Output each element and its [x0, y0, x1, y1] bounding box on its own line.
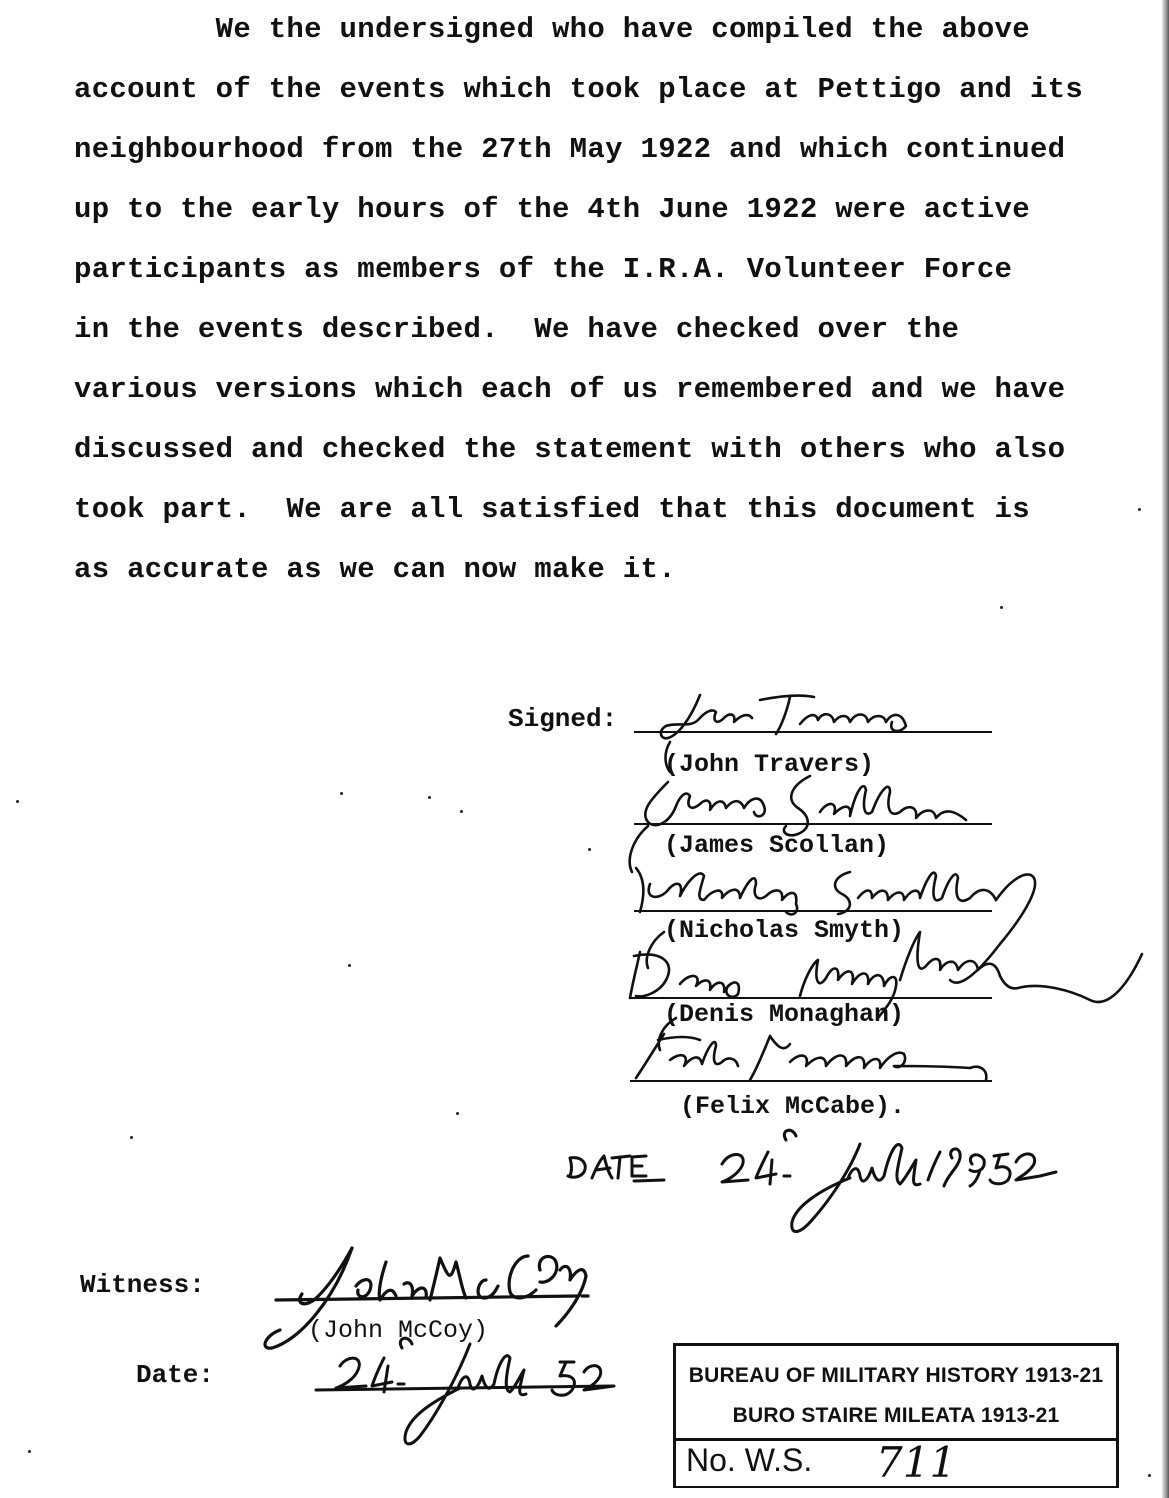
- printed-name-smyth: (Nicholas Smyth): [664, 916, 905, 945]
- scan-speck: [1000, 606, 1003, 609]
- statement-line: account of the events which took place at Pettigo and its: [74, 73, 1084, 106]
- scan-speck: [460, 810, 463, 813]
- statement-line: up to the early hours of the 4th June 1922 were active: [74, 193, 1030, 226]
- statement-paragraph: [74, 0, 1114, 600]
- date-label: Date:: [136, 1360, 215, 1390]
- handwritten-witness-date: [316, 1338, 614, 1444]
- statement-line: neighbourhood from the 27th May 1922 and which continued: [74, 133, 1066, 166]
- scan-speck: [348, 964, 351, 967]
- statement-line: in the events described. We have checked over the: [74, 313, 960, 346]
- scan-speck: [588, 848, 591, 851]
- scan-speck: [1148, 1474, 1151, 1477]
- page-edge-shadow: [1162, 0, 1169, 1498]
- signature-line: [634, 910, 992, 912]
- signature-line: [630, 1080, 992, 1082]
- stamp-ws-label: No. W.S.: [686, 1442, 813, 1478]
- stamp-line-1: BUREAU OF MILITARY HISTORY 1913-21: [688, 1364, 1104, 1387]
- statement-line: various versions which each of us remembered and we have: [74, 373, 1066, 406]
- stamp-ws-number: 711: [876, 1438, 957, 1487]
- signature-line: [634, 823, 992, 825]
- printed-name-travers: (John Travers): [664, 750, 875, 779]
- scan-speck: [428, 796, 431, 799]
- stamp-line-2: BURO STAIRE MILEATA 1913-21: [732, 1404, 1060, 1427]
- statement-line: as accurate as we can now make it.: [74, 553, 676, 586]
- printed-name-scollan: (James Scollan): [664, 831, 890, 860]
- signature-denis-monaghan: [630, 932, 1142, 1050]
- handwritten-signature-date: [568, 1130, 1056, 1231]
- scan-speck: [28, 1450, 31, 1453]
- scan-speck: [16, 800, 19, 803]
- signature-line: [634, 731, 992, 733]
- scan-speck: [1138, 508, 1141, 511]
- statement-line: We the undersigned who have compiled the above: [74, 13, 1030, 46]
- signature-felix-mccabe: [636, 1034, 986, 1080]
- scan-speck: [340, 792, 343, 795]
- statement-line: participants as members of the I.R.A. Volunteer Force: [74, 253, 1013, 286]
- signature-line: [630, 997, 992, 999]
- printed-name-mccabe: (Felix McCabe).: [680, 1092, 906, 1121]
- statement-line: took part. We are all satisfied that this document is: [74, 493, 1030, 526]
- signed-label: Signed:: [508, 704, 618, 734]
- printed-name-monaghan: (Denis Monaghan): [664, 1000, 905, 1029]
- statement-line: discussed and checked the statement with others who also: [74, 433, 1066, 466]
- scan-speck: [130, 1136, 133, 1139]
- printed-name-mccoy: (John McCoy): [308, 1316, 489, 1345]
- witness-label: Witness:: [80, 1270, 205, 1300]
- scan-speck: [456, 1112, 459, 1115]
- bureau-stamp: [673, 1343, 1119, 1488]
